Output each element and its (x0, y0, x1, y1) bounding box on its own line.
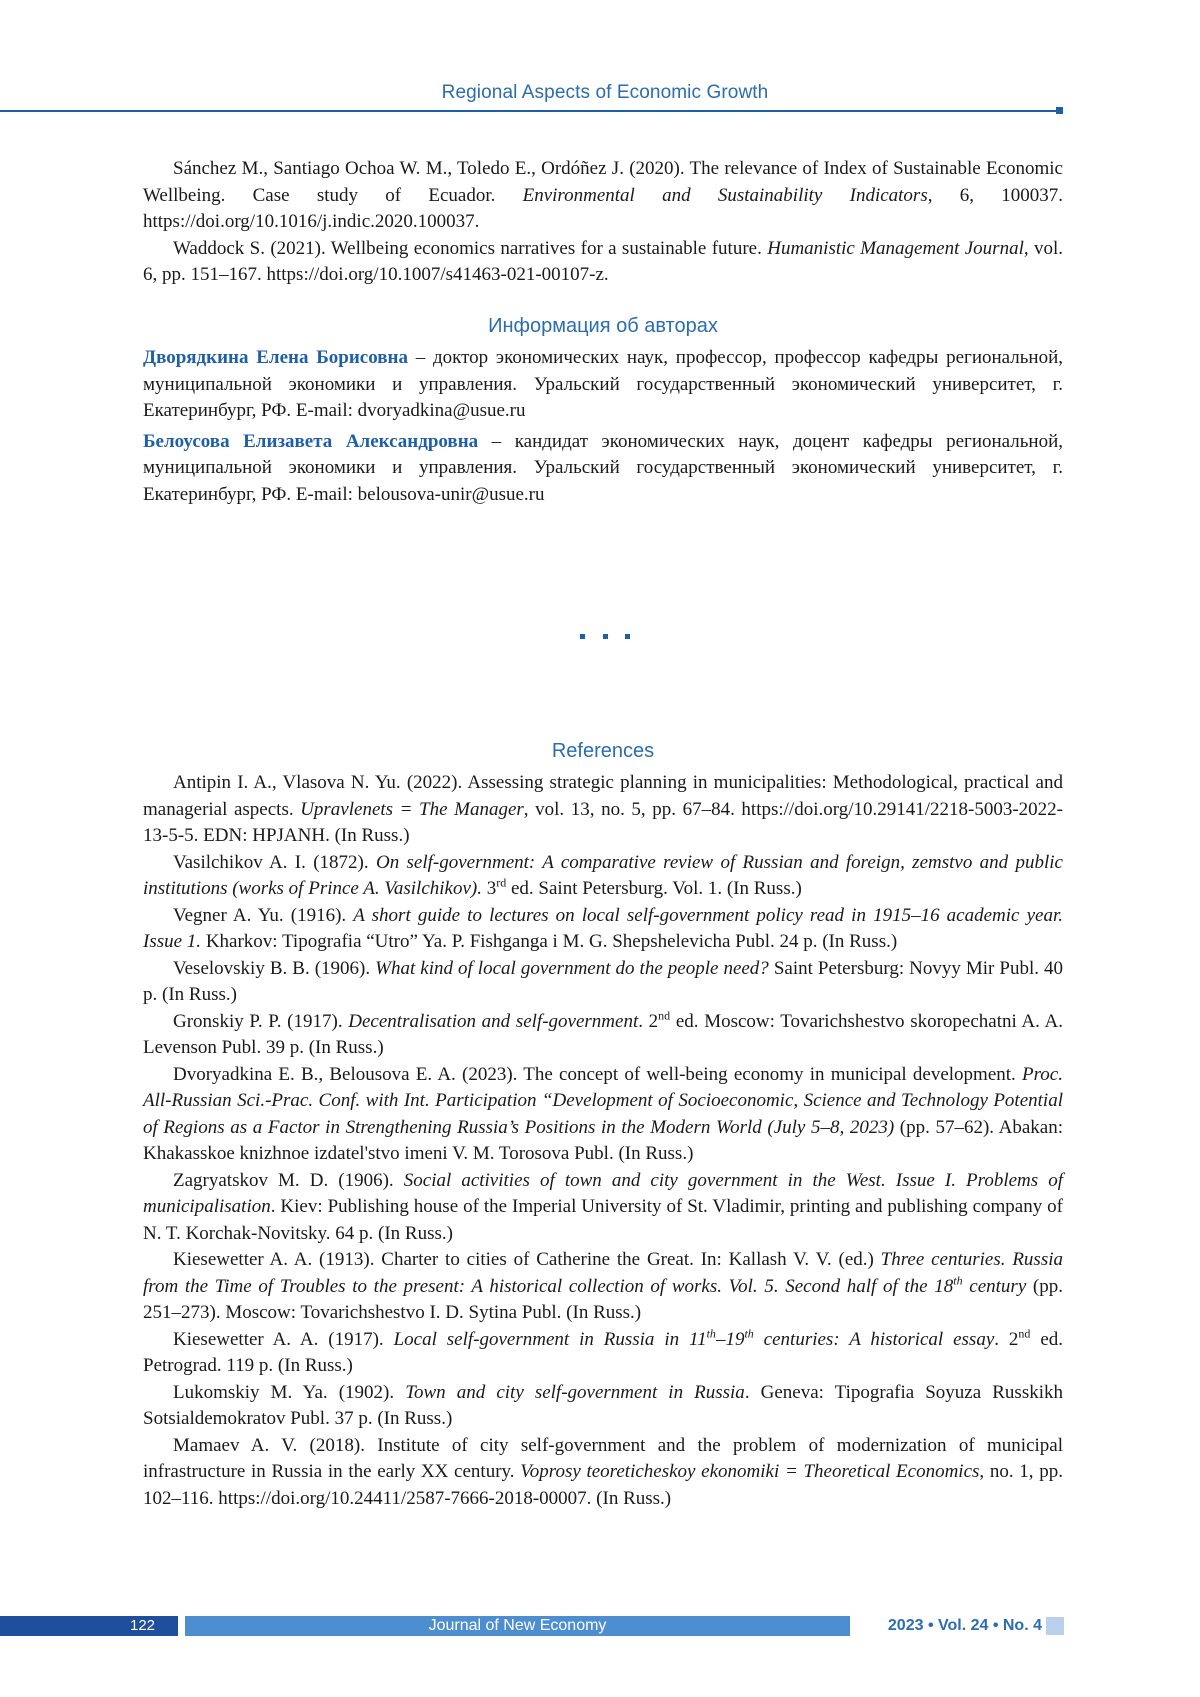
reference-text: Environmental and Sustainability Indicators (523, 185, 928, 206)
reference-text: Humanistic Management Journal (767, 238, 1024, 259)
reference-text: Proc. All-Russian Sci.-Prac. Conf. with Int. Participation “Development of Socioeconomic, Science and Technology Potential of Regions as a Factor in Strengthening Russia’s Positions in the Modern World (July 5–8, 2023) (143, 1064, 1063, 1138)
journal-name: Journal of New Economy (185, 1616, 850, 1636)
reference-text: On self-government: A comparative review of Russian and foreign, zemstvo and public institutions (works of Prince A. Vasilchikov). (143, 852, 1063, 900)
reference-text: , vol. 13, no. 5, pp. 67–84. https://doi.org/10.29141/2218-5003-2022-13-5-5. EDN: HPJANH. (In Russ.) (143, 799, 1063, 847)
reference-text: centuries: A historical essay (754, 1329, 994, 1350)
reference-text: ed. Saint Petersburg. Vol. 1. (In Russ.) (506, 878, 802, 899)
reference-item (143, 1327, 1063, 1380)
reference-item (143, 770, 1063, 850)
authors-section-title: Информация об авторах (143, 315, 1063, 338)
references-list (143, 770, 1063, 1512)
reference-text: . Geneva: Tipografia Soyuza Russkikh Sotsialdemokratov Publ. 37 p. (In Russ.) (143, 1382, 1063, 1430)
reference-text: rd (496, 876, 506, 890)
divider-dot (625, 634, 630, 639)
reference-text: Mamaev A. V. (2018). Institute of city self-government and the problem of modernization of municipal infrastructure in Russia in the early XX century. (143, 1435, 1063, 1483)
reference-text: century (963, 1276, 1027, 1297)
author-bio: – кандидат экономических наук, доцент кафедры региональной, муниципальной экономики и управления. Уральский государственный экономический университет, г. Екатеринбург, РФ. E-mail: belousova-unir@usue.ru (143, 431, 1063, 505)
header-rule-square (1056, 107, 1063, 114)
reference-text: Social activities of town and city government in the West. Issue I. Problems of municipalisation (143, 1170, 1063, 1218)
page-number-bar (0, 1616, 178, 1636)
reference-item (143, 956, 1063, 1009)
reference-text: Decentralisation and self-government (348, 1011, 638, 1032)
reference-text: (pp. 57–62). Abakan: Khakasskoe knizhnoe izdatel'stvo imeni V. M. Torosova Publ. (In Russ.) (143, 1117, 1063, 1165)
reference-item (143, 156, 1063, 236)
reference-text: . 2 (638, 1011, 658, 1032)
reference-text: (pp. 251–273). Moscow: Tovarichshestvo I. D. Sytina Publ. (In Russ.) (143, 1276, 1063, 1324)
reference-text: nd (658, 1008, 670, 1022)
reference-item (143, 1009, 1063, 1062)
page-footer (0, 1616, 1200, 1636)
divider-dot (603, 634, 608, 639)
reference-text: , vol. 6, pp. 151–167. https://doi.org/10.1007/s41463-021-00107-z. (143, 238, 1063, 286)
reference-text: Kiesewetter A. A. (1917). (173, 1329, 394, 1350)
reference-text: Local self-government in Russia in 11 (394, 1329, 707, 1350)
reference-text: . 2 (994, 1329, 1018, 1350)
section-divider-ellipsis (580, 634, 630, 644)
reference-text: Gronskiy P. P. (1917). (173, 1011, 348, 1032)
reference-text: What kind of local government do the people need? (375, 958, 769, 979)
reference-item (143, 1247, 1063, 1327)
author-entry (143, 345, 1063, 425)
author-entry (143, 429, 1063, 509)
reference-text: th (953, 1273, 962, 1287)
reference-text: Sánchez M., Santiago Ochoa W. M., Toledo E., Ordóñez J. (2020). The relevance of Index of Sustainable Economic Wellbeing. Case study of Ecuador. (143, 158, 1063, 206)
reference-text: A short guide to lectures on local self-government policy read in 1915–16 academic year. Issue 1. (143, 905, 1063, 953)
reference-text: , 6, 100037. https://doi.org/10.1016/j.indic.2020.100037. (143, 185, 1063, 233)
reference-text: ed. Petrograd. 119 p. (In Russ.) (143, 1329, 1063, 1377)
reference-text: Kiesewetter A. A. (1913). Charter to cities of Catherine the Great. In: Kallash V. V. (ed.) (173, 1249, 881, 1270)
reference-text: Dvoryadkina E. B., Belousova E. A. (2023). The concept of well-being economy in municipal development. (173, 1064, 1022, 1085)
reference-item (143, 1168, 1063, 1248)
reference-text: –19 (716, 1329, 745, 1350)
reference-text: Vasilchikov A. I. (1872). (173, 852, 376, 873)
reference-text: th (707, 1326, 716, 1340)
header-rule (0, 110, 1058, 112)
reference-text: th (744, 1326, 753, 1340)
references-title: References (143, 740, 1063, 763)
reference-text: . Kiev: Publishing house of the Imperial University of St. Vladimir, printing and publishing company of N. T. Korchak-Novitsky. 64 p. (In Russ.) (143, 1196, 1063, 1244)
reference-text: Lukomskiy M. Ya. (1902). (173, 1382, 405, 1403)
authors-list (143, 345, 1063, 512)
running-head: Regional Aspects of Economic Growth (0, 82, 1200, 104)
divider-dot (580, 634, 585, 639)
reference-text: Three centuries. Russia from the Time of Troubles to the present: A historical collection of works. Vol. 5. Second half of the 18 (143, 1249, 1063, 1297)
author-name: Дворядкина Елена Борисовна (143, 347, 408, 368)
reference-item (143, 1062, 1063, 1168)
reference-text: Upravlenets = The Manager (300, 799, 524, 820)
reference-item (143, 903, 1063, 956)
top-references (143, 156, 1063, 289)
reference-text: nd (1018, 1326, 1030, 1340)
reference-text: Antipin I. A., Vlasova N. Yu. (2022). Assessing strategic planning in municipalities: Methodological, practical and managerial aspects. (143, 772, 1063, 820)
reference-text: Voprosy teoreticheskoy ekonomiki = Theoretical Economics (520, 1461, 979, 1482)
author-name: Белоусова Елизавета Александровна (143, 431, 478, 452)
reference-text: , no. 1, pp. 102–116. https://doi.org/10.24411/2587-7666-2018-00007. (In Russ.) (143, 1461, 1063, 1509)
reference-item (143, 1433, 1063, 1513)
reference-text: Kharkov: Tipografia “Utro” Ya. P. Fishganga i M. G. Shepshelevicha Publ. 24 p. (In Russ.) (201, 931, 897, 952)
reference-item (143, 1380, 1063, 1433)
reference-item (143, 236, 1063, 289)
reference-text: ed. Moscow: Tovarichshestvo skoropechatni A. A. Levenson Publ. 39 p. (In Russ.) (143, 1011, 1063, 1059)
reference-item (143, 850, 1063, 903)
issue-info: 2023 • Vol. 24 • No. 4 (862, 1616, 1042, 1636)
reference-text: Vegner A. Yu. (1916). (173, 905, 353, 926)
reference-text: 3 (482, 878, 496, 899)
reference-text: Zagryatskov M. D. (1906). (173, 1170, 404, 1191)
footer-square (1046, 1617, 1064, 1635)
reference-text: Town and city self-government in Russia (405, 1382, 745, 1403)
reference-text: Veselovskiy B. B. (1906). (173, 958, 375, 979)
reference-text: Saint Petersburg: Novyy Mir Publ. 40 p. (In Russ.) (143, 958, 1063, 1006)
author-bio: – доктор экономических наук, профессор, профессор кафедры региональной, муниципальной экономики и управления. Уральский государственный экономический университет, г. Екатеринбург, РФ. E-mail: dvoryadkina@usue.ru (143, 347, 1063, 421)
page-number: 122 (130, 1616, 170, 1636)
reference-text: Waddock S. (2021). Wellbeing economics narratives for a sustainable future. (173, 238, 767, 259)
